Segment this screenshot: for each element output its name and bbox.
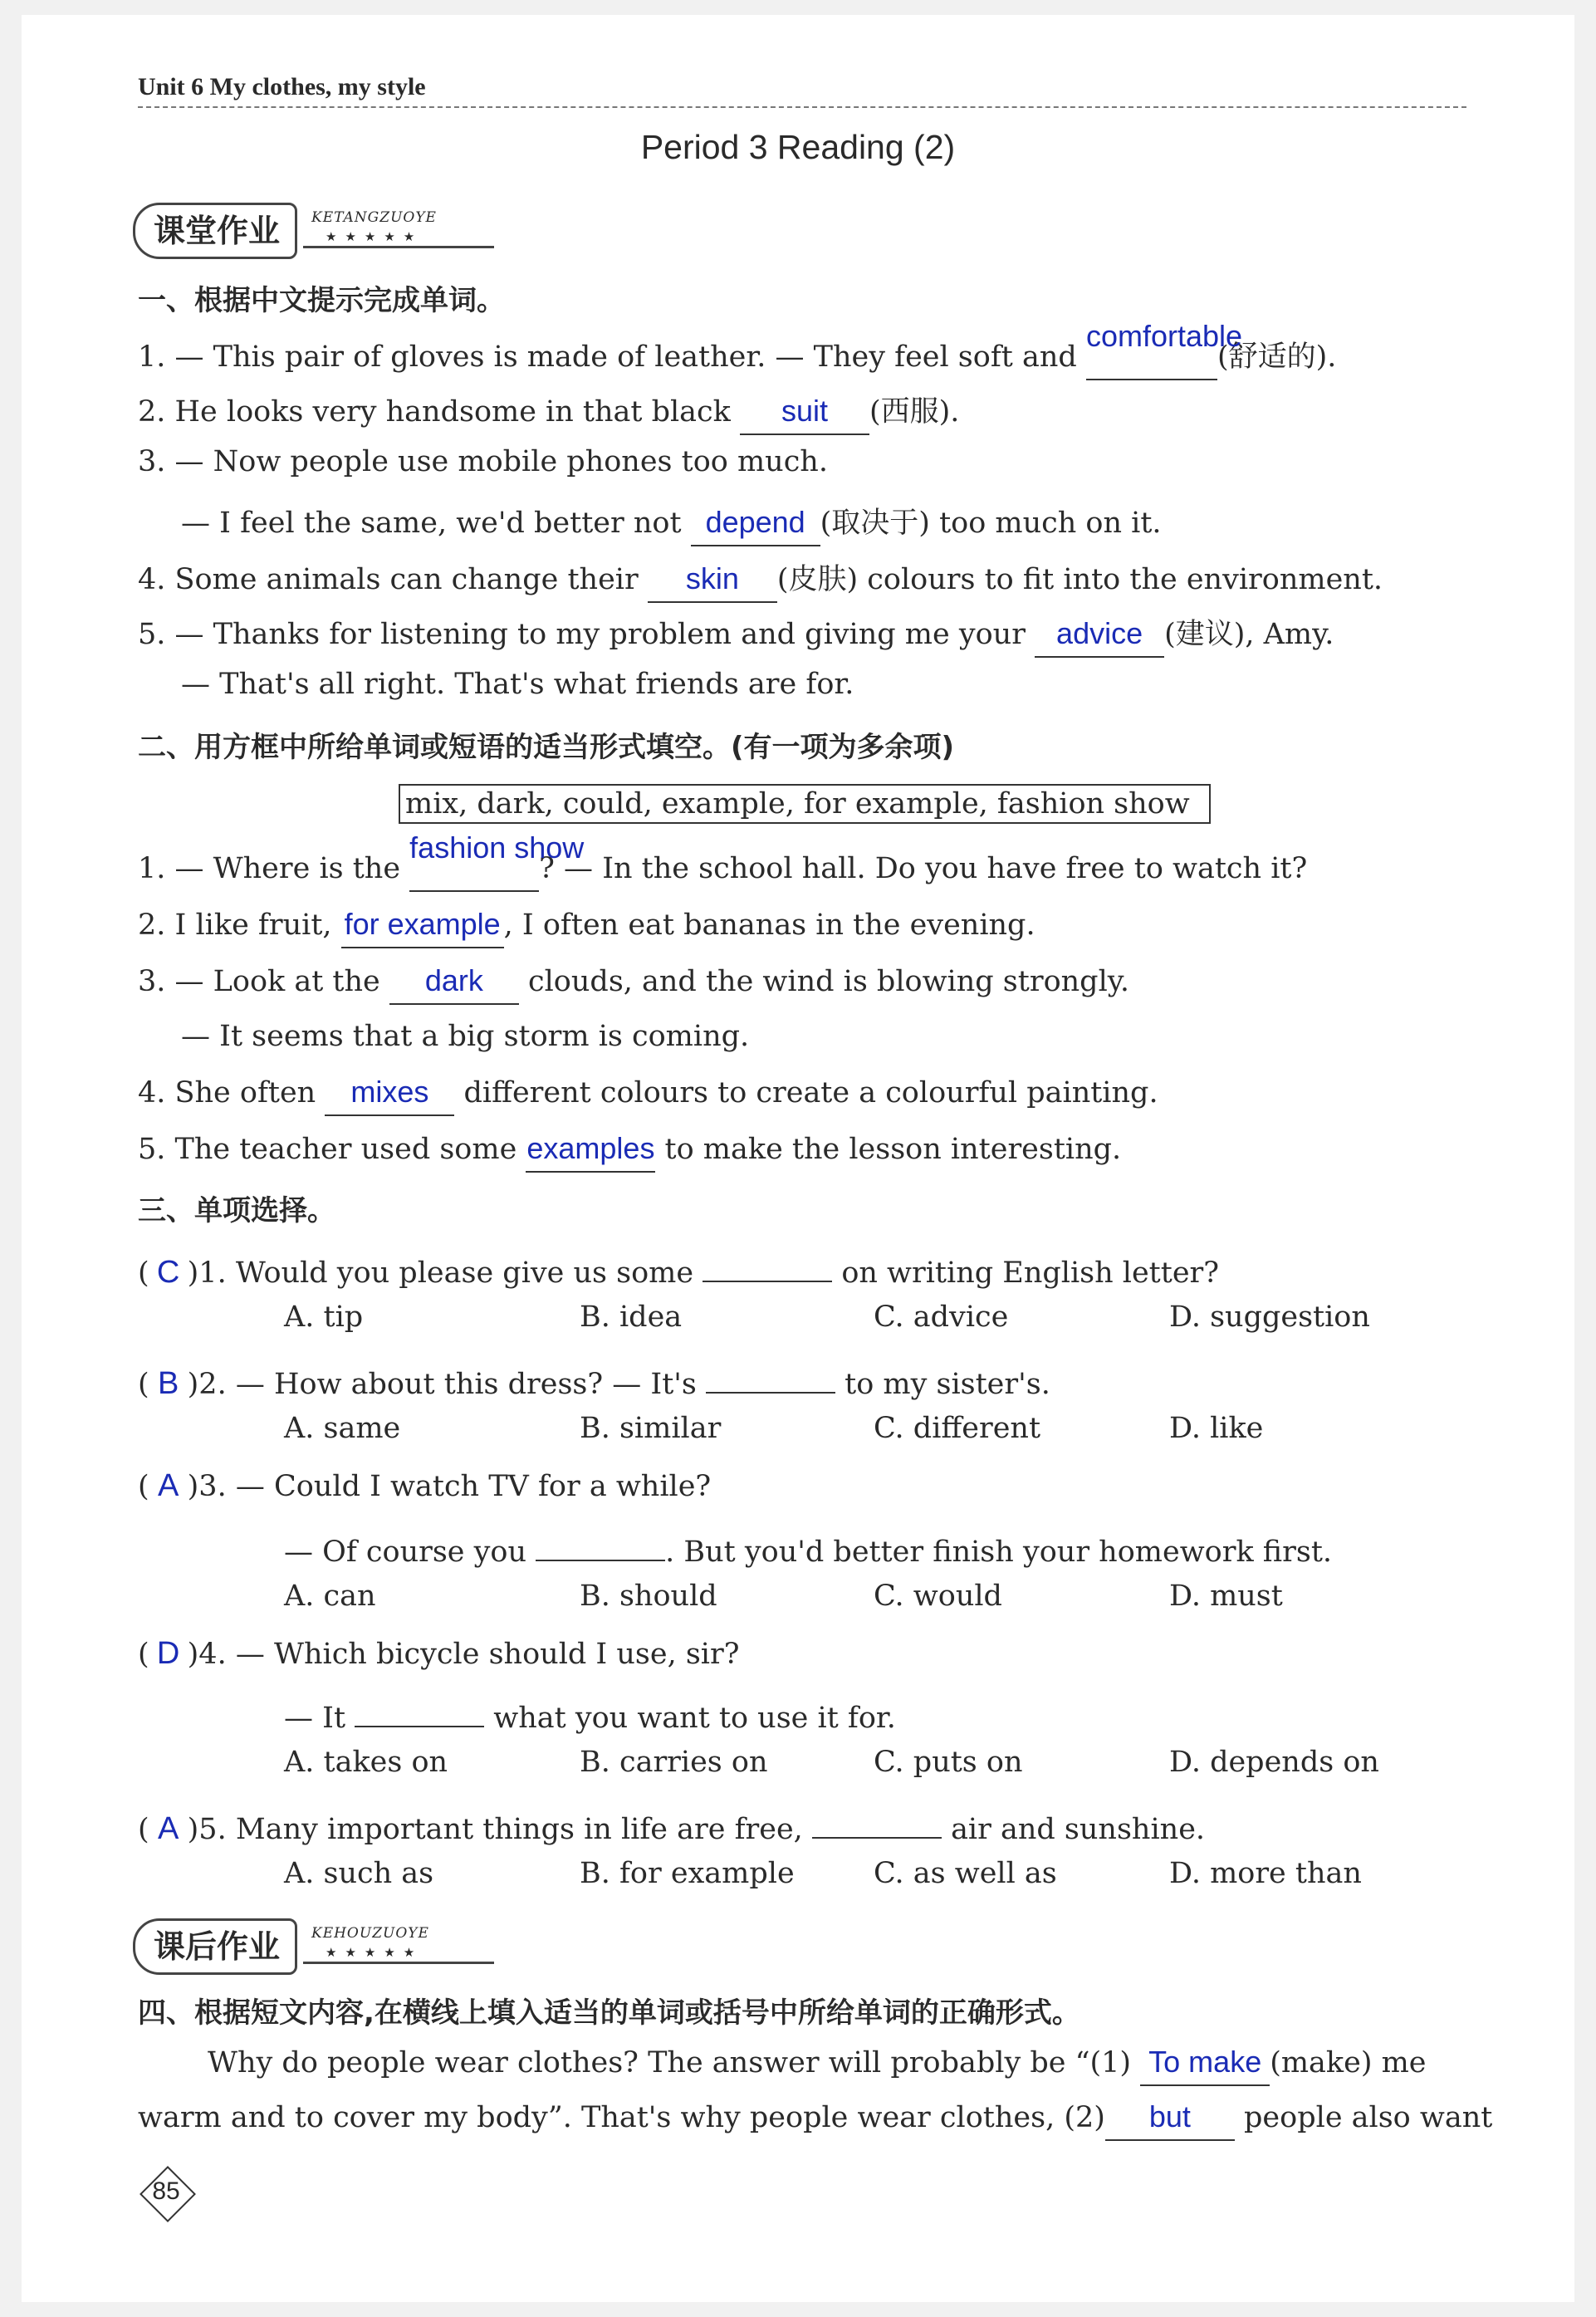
header-divider [138, 106, 1466, 108]
classwork-banner-title: 课堂作业 [133, 203, 297, 259]
classwork-banner [133, 198, 498, 264]
mc-1-answer[interactable]: C [156, 1255, 180, 1290]
s1-item-3b-text: — I feel the same, we'd better not [181, 507, 691, 540]
mc-4-stem: — Which bicycle should I use, sir? [235, 1638, 740, 1671]
mc-3-line2-end: . But you'd better finish your homework first. [665, 1536, 1333, 1569]
s1-item-4-text: 4. Some animals can change their [138, 563, 648, 596]
s1-item-1-text: 1. — This pair of gloves is made of leather. — They feel soft and [138, 340, 1086, 374]
s2-item-5 [138, 1133, 1121, 1173]
section4-title: 四、根据短文内容,在横线上填入适当的单词或括号中所给单词的正确形式。 [138, 1996, 1080, 2030]
mc-2-answer[interactable]: B [157, 1366, 179, 1401]
s2-item-4-text: 4. She often [138, 1076, 326, 1110]
s2-item-4-blank[interactable] [325, 1075, 454, 1116]
mc-4-option-c[interactable]: C. puts on [874, 1746, 1023, 1779]
mc-2-option-b[interactable]: B. similar [580, 1412, 722, 1445]
word-box: mix, dark, could, example, for example, fashion show [399, 784, 1211, 824]
mc-2-option-d[interactable]: D. like [1169, 1412, 1264, 1445]
homework-banner-title: 课后作业 [133, 1918, 297, 1975]
s1-item-4-answer: skin [685, 561, 739, 595]
section3-title: 三、单项选择。 [138, 1194, 335, 1227]
s2-item-2 [138, 909, 1035, 948]
passage-blank-1[interactable] [1140, 2045, 1270, 2086]
s1-item-2-answer: suit [781, 394, 828, 428]
s1-item-5-blank[interactable] [1035, 616, 1164, 658]
mc-question-4: ( D )4. — Which bicycle should I use, sir? [138, 1636, 740, 1671]
s1-item-2 [138, 389, 959, 435]
mc-3-stem: — Could I watch TV for a while? [235, 1470, 712, 1503]
s1-item-5b-text: — That's all right. That's what friends are for. [181, 668, 854, 701]
mc-4-option-d[interactable]: D. depends on [1169, 1746, 1379, 1779]
mc-4-blank [355, 1691, 484, 1727]
s2-item-3-answer: dark [424, 963, 483, 997]
s2-item-1-answer: fashion show [409, 830, 585, 865]
section1-title: 一、根据中文提示完成单词。 [138, 284, 505, 317]
mc-4-number: )4. [187, 1638, 227, 1671]
classwork-banner-subtitle: KETANGZUOYE [311, 209, 437, 226]
s2-item-3-blank[interactable] [389, 963, 519, 1005]
mc-4-option-a[interactable]: A. takes on [284, 1746, 448, 1779]
page-number-badge [141, 2168, 191, 2217]
s1-item-3-blank[interactable] [691, 505, 820, 546]
page-number: 85 [152, 2177, 180, 2205]
s2-item-1-text: 1. — Where is the [138, 852, 410, 885]
mc-4-line2 [284, 1691, 896, 1735]
mc-5-blank [812, 1802, 942, 1839]
s1-item-1-blank[interactable] [1085, 319, 1243, 380]
s1-item-2-blank[interactable] [740, 394, 869, 435]
mc-5-option-a[interactable]: A. such as [284, 1857, 434, 1890]
passage-line-1-text: Why do people wear clothes? The answer will probably be “(1) [208, 2046, 1141, 2079]
mc-2-number: )2. [187, 1368, 227, 1401]
mc-3-line2 [284, 1525, 1332, 1569]
s2-item-3b-text: — It seems that a big storm is coming. [181, 1020, 750, 1053]
s1-item-3-answer: depend [705, 505, 805, 539]
mc-5-option-b[interactable]: B. for example [580, 1857, 795, 1890]
mc-5-option-c[interactable]: C. as well as [874, 1857, 1057, 1890]
passage-line-1 [208, 2046, 1427, 2086]
banner-underline [303, 246, 494, 248]
mc-3-answer[interactable]: A [157, 1468, 179, 1503]
s1-item-4-blank[interactable] [648, 561, 777, 603]
mc-4-line2-text: — It [284, 1702, 355, 1735]
s1-item-4 [138, 556, 1383, 603]
s1-item-2-text: 2. He looks very handsome in that black [138, 395, 740, 429]
passage-line-2-text: warm and to cover my body”. That's why people wear clothes, (2) [138, 2101, 1105, 2134]
mc-question-1: ( C )1. Would you please give us some on writing English letter? [138, 1246, 1219, 1291]
mc-3-line2-text: — Of course you [284, 1536, 536, 1569]
mc-4-option-b[interactable]: B. carries on [580, 1746, 768, 1779]
passage-blank-2-answer: but [1148, 2099, 1191, 2133]
s2-item-1-rest: ? — In the school hall. Do you have free to watch it? [539, 852, 1308, 885]
mc-3-blank [536, 1525, 665, 1561]
s2-item-2-answer: for example [344, 907, 501, 941]
mc-1-option-b[interactable]: B. idea [580, 1301, 683, 1334]
s1-item-3b [181, 500, 1162, 546]
passage-blank-2[interactable] [1105, 2099, 1235, 2141]
mc-question-2: ( B )2. — How about this dress? — It's to my sister's. [138, 1357, 1050, 1402]
s2-item-4 [138, 1076, 1158, 1116]
s1-item-4-hint: (皮肤) colours to fit into the environment. [776, 563, 1383, 596]
mc-5-answer[interactable]: A [157, 1811, 179, 1846]
mc-2-option-a[interactable]: A. same [284, 1412, 401, 1445]
mc-question-3: ( A )3. — Could I watch TV for a while? [138, 1468, 712, 1503]
passage-blank-1-answer: To make [1148, 2045, 1262, 2079]
mc-5-stem: Many important things in life are free, [235, 1813, 812, 1846]
unit-header: Unit 6 My clothes, my style [138, 73, 426, 100]
banner-underline [303, 1962, 494, 1964]
s2-item-3-text: 3. — Look at the [138, 965, 389, 998]
mc-2-blank [706, 1357, 835, 1394]
s1-item-5a [138, 611, 1334, 658]
mc-1-stem-end: on writing English letter? [832, 1256, 1220, 1290]
s1-item-5-answer: advice [1056, 616, 1143, 650]
mc-1-stem: Would you please give us some [235, 1256, 703, 1290]
s2-item-1-blank[interactable] [409, 830, 585, 892]
passage-line-2-end: people also want [1234, 2101, 1493, 2134]
mc-3-option-b[interactable]: B. should [580, 1580, 717, 1613]
section2-title: 二、用方框中所给单词或短语的适当形式填空。(有一项为多余项) [138, 731, 955, 764]
mc-1-number: )1. [187, 1256, 227, 1290]
s2-item-4-rest: different colours to create a colourful painting. [454, 1076, 1158, 1110]
s2-item-3-rest: clouds, and the wind is blowing strongly. [518, 965, 1130, 998]
passage-line-1-end: (make) me [1270, 2046, 1427, 2079]
mc-question-5: ( A )5. Many important things in life are free, air and sunshine. [138, 1802, 1205, 1847]
mc-3-option-d[interactable]: D. must [1169, 1580, 1283, 1613]
mc-3-option-c[interactable]: C. would [874, 1580, 1002, 1613]
page-title: Period 3 Reading (2) [640, 128, 956, 166]
star-rating-icon: ★★★★★ [326, 1945, 423, 1960]
homework-banner-subtitle: KEHOUZUOYE [311, 1925, 429, 1942]
homework-banner [133, 1913, 498, 1980]
s2-item-2-blank[interactable] [341, 907, 504, 948]
s2-item-1 [138, 830, 1308, 892]
s1-item-3a-text: 3. — Now people use mobile phones too much. [138, 445, 828, 478]
mc-1-option-c[interactable]: C. advice [874, 1301, 1009, 1334]
s2-item-3b [181, 1020, 749, 1053]
s2-item-5-text: 5. The teacher used some [138, 1133, 526, 1166]
s1-item-2-hint: (西服). [869, 395, 960, 429]
s2-item-5-answer: examples [526, 1131, 655, 1165]
mc-2-option-c[interactable]: C. different [874, 1412, 1041, 1445]
mc-3-number: )3. [187, 1470, 227, 1503]
mc-2-stem-end: to my sister's. [835, 1368, 1050, 1401]
mc-4-answer[interactable]: D [156, 1636, 180, 1671]
s1-item-5-hint: (建议), Amy. [1164, 618, 1334, 651]
s1-item-1-answer: comfortable [1085, 319, 1243, 353]
s1-item-1-hint: (舒适的). [1217, 340, 1337, 374]
mc-1-blank [703, 1246, 832, 1282]
s1-item-3-hint: (取决于) too much on it. [820, 507, 1162, 540]
s1-item-3a [138, 445, 828, 478]
mc-2-stem: — How about this dress? — It's [235, 1368, 707, 1401]
star-rating-icon: ★★★★★ [326, 229, 423, 244]
s2-item-3a [138, 965, 1129, 1005]
mc-1-option-a[interactable]: A. tip [284, 1301, 364, 1334]
mc-4-line2-end: what you want to use it for. [484, 1702, 896, 1735]
s1-item-1 [138, 319, 1337, 380]
passage-line-2 [138, 2101, 1492, 2141]
mc-5-stem-end: air and sunshine. [941, 1813, 1206, 1846]
mc-3-option-a[interactable]: A. can [284, 1580, 376, 1613]
s2-item-4-answer: mixes [350, 1075, 429, 1109]
s2-item-2-rest: , I often eat bananas in the evening. [503, 909, 1035, 942]
mc-5-number: )5. [187, 1813, 227, 1846]
s2-item-5-blank[interactable] [526, 1131, 655, 1173]
s1-item-5-text: 5. — Thanks for listening to my problem and giving me your [138, 618, 1035, 651]
mc-5-option-d[interactable]: D. more than [1169, 1857, 1362, 1890]
s1-item-5b [181, 668, 854, 701]
s2-item-2-text: 2. I like fruit, [138, 909, 341, 942]
mc-1-option-d[interactable]: D. suggestion [1169, 1301, 1370, 1334]
s2-item-5-rest: to make the lesson interesting. [655, 1133, 1122, 1166]
